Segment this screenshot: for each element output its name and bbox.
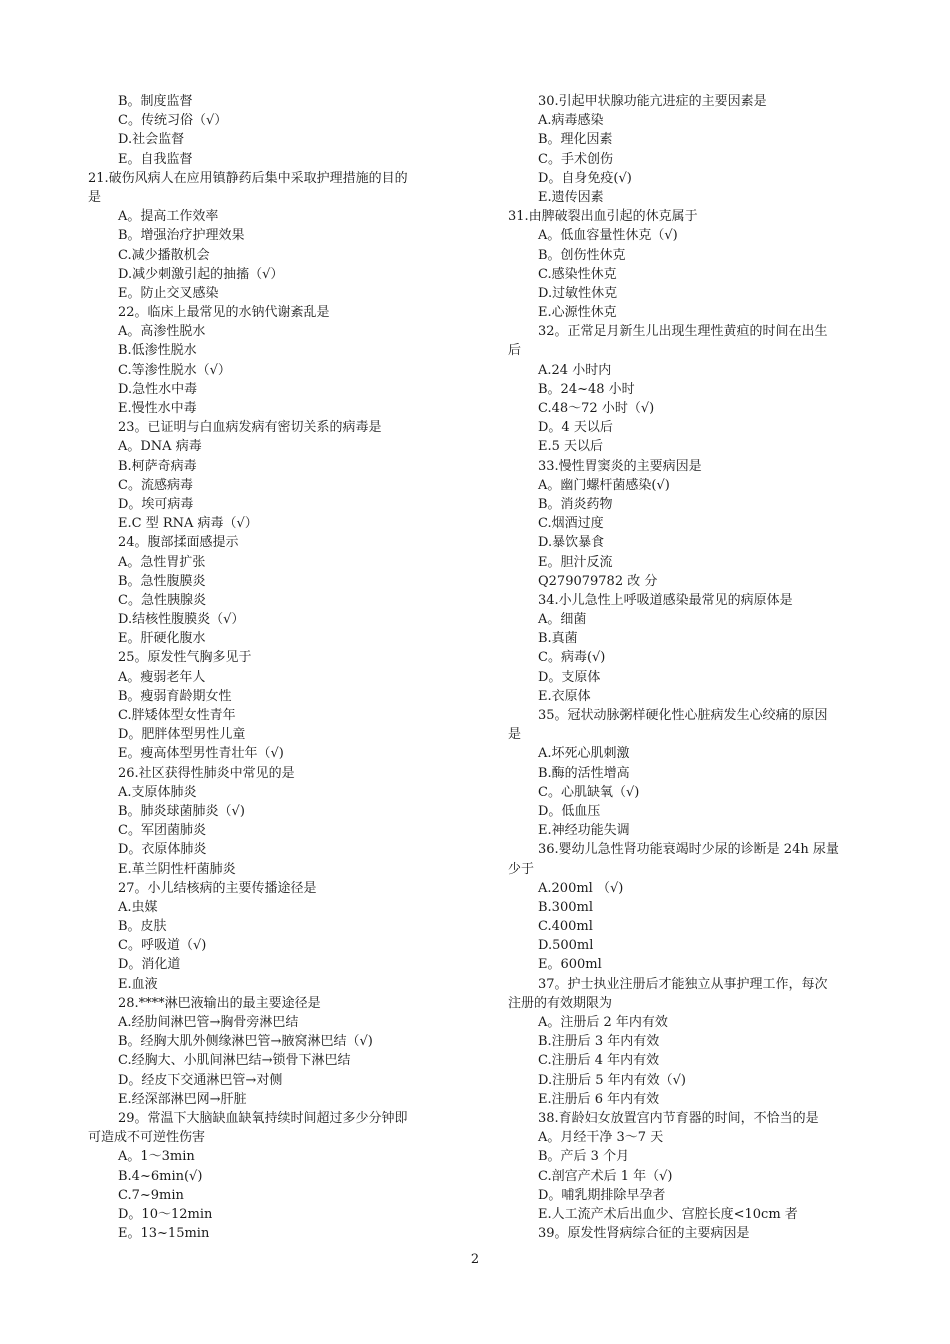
question-text: 27。小儿结核病的主要传播途径是 (118, 880, 317, 896)
answer-option: D.急性水中毒 (118, 381, 198, 397)
answer-option: E.衣原体 (538, 688, 591, 704)
question-text: 31.由脾破裂出血引起的休克属于 (508, 209, 698, 225)
answer-option: C.胖矮体型女性青年 (118, 708, 236, 723)
question-text: 21.破伤风病人在应用镇静药后集中采取护理措施的目的 (88, 170, 408, 186)
answer-option: C。手术创伤 (538, 151, 613, 167)
answer-option: B.低渗性脱水 (118, 343, 197, 359)
answer-option: A.病毒感染 (538, 113, 604, 129)
answer-option: E.5 天以后 (538, 439, 604, 455)
answer-option: E。瘦高体型男性青壮年（√) (118, 746, 284, 762)
answer-option: B。消炎药物 (538, 496, 613, 512)
answer-option: C.烟酒过度 (538, 516, 604, 532)
answer-option: B。皮肤 (118, 919, 167, 935)
question-text: 24。腹部揉面感提示 (118, 535, 239, 551)
answer-option: E.神经功能失调 (538, 823, 630, 839)
answer-option: A.24 小时内 (538, 362, 612, 378)
answer-option: B.真菌 (538, 631, 578, 647)
question-text: 38.育龄妇女放置宫内节育器的时间，不恰当的是 (538, 1110, 819, 1126)
question-text: 少于 (508, 861, 535, 877)
answer-option: A。细菌 (538, 612, 587, 628)
question-text: 25。原发性气胸多见于 (118, 650, 252, 666)
answer-option: D.过敏性休克 (538, 285, 618, 301)
answer-option: B。理化因素 (538, 132, 613, 148)
question-text: 26.社区获得性肺炎中常见的是 (118, 765, 295, 781)
question-text: 30.引起甲状腺功能亢进症的主要因素是 (538, 94, 767, 109)
answer-option: D。经皮下交通淋巴管→对侧 (118, 1072, 283, 1088)
answer-option: A。高渗性脱水 (118, 324, 206, 340)
answer-option: C。传统习俗（√） (118, 113, 228, 129)
answer-option: C。军团菌肺炎 (118, 823, 206, 839)
answer-option: E.人工流产术后出血少、宫腔长度<10cm 者 (538, 1206, 798, 1222)
left-column (88, 92, 443, 1243)
question-text: 33.慢性胃窦炎的主要病因是 (538, 458, 702, 474)
answer-option: D。10～12min (118, 1206, 213, 1222)
answer-option: A.200ml （√) (538, 880, 624, 896)
question-text: 35。冠状动脉粥样硬化性心脏病发生心绞痛的原因 (538, 708, 828, 723)
answer-option: B。经胸大肌外侧缘淋巴管→腋窝淋巴结（√) (118, 1034, 373, 1050)
answer-option: D。支原体 (538, 669, 601, 685)
question-text: 可造成不可逆性伤害 (88, 1130, 206, 1146)
answer-option: E.遗传因素 (538, 189, 604, 205)
question-text: 29。常温下大脑缺血缺氧持续时间超过多少分钟即 (118, 1110, 408, 1126)
answer-option: C.7~9min (118, 1187, 184, 1203)
answer-option: A。低血容量性休克（√) (538, 228, 678, 244)
question-text: 22。临床上最常见的水钠代谢紊乱是 (118, 305, 330, 321)
answer-option: B。增强治疗护理效果 (118, 228, 245, 244)
answer-option: C。呼吸道（√) (118, 938, 207, 954)
answer-option: A。瘦弱老年人 (118, 669, 206, 685)
answer-option: A。DNA 病毒 (118, 439, 202, 455)
answer-option: A.经肋间淋巴管→胸骨旁淋巴结 (118, 1015, 299, 1030)
answer-option: B。制度监督 (118, 94, 193, 109)
answer-option: C.400ml (538, 919, 593, 935)
question-text: 36.婴幼儿急性肾功能衰竭时少尿的诊断是 24h 尿量 (538, 842, 839, 858)
answer-option: E.C 型 RNA 病毒（√） (118, 516, 258, 532)
question-text: 注册的有效期限为 (508, 995, 613, 1011)
question-text: 是 (508, 727, 522, 743)
answer-option: D。自身免疫(√) (538, 170, 632, 186)
answer-option: D.减少刺激引起的抽搐（√） (118, 266, 284, 282)
question-text: 32。正常足月新生儿出现生理性黄疸的时间在出生 (538, 324, 828, 340)
answer-option: A。急性胃扩张 (118, 554, 206, 570)
answer-option: A.虫媒 (118, 899, 158, 915)
answer-option: A。1～3min (118, 1149, 195, 1165)
question-text: 37。护士执业注册后才能独立从事护理工作，每次 (538, 976, 828, 992)
answer-option: D。消化道 (118, 957, 181, 973)
answer-option: D。低血压 (538, 803, 601, 819)
answer-option: D。衣原体肺炎 (118, 842, 207, 858)
answer-option: E.革兰阴性杆菌肺炎 (118, 861, 236, 877)
answer-option: D.注册后 5 年内有效（√) (538, 1072, 686, 1088)
answer-option: E.血液 (118, 976, 158, 992)
answer-option: B.300ml (538, 899, 593, 915)
answer-option: D.社会监督 (118, 132, 185, 148)
answer-option: E。自我监督 (118, 151, 193, 167)
answer-option: A。提高工作效率 (118, 209, 219, 225)
answer-option: C.经胸大、小肌间淋巴结→锁骨下淋巴结 (118, 1053, 351, 1069)
answer-option: E。防止交叉感染 (118, 285, 219, 301)
answer-option: D.结核性腹膜炎（√） (118, 612, 245, 628)
answer-option: D.暴饮暴食 (538, 535, 605, 551)
answer-option: C。急性胰腺炎 (118, 592, 206, 608)
question-text: 23。已证明与白血病发病有密切关系的病毒是 (118, 420, 382, 436)
question-text: 34.小儿急性上呼吸道感染最常见的病原体是 (538, 592, 793, 608)
answer-option: B.4~6min(√) (118, 1168, 203, 1184)
answer-option: B.注册后 3 年内有效 (538, 1034, 660, 1050)
answer-option: C.感染性休克 (538, 266, 617, 282)
answer-option: A.坏死心肌刺激 (538, 746, 630, 762)
answer-option: E.注册后 6 年内有效 (538, 1091, 660, 1107)
answer-option: B.柯萨奇病毒 (118, 458, 197, 474)
answer-option: E。13~15min (118, 1226, 210, 1242)
answer-option: B。肺炎球菌肺炎（√) (118, 803, 245, 819)
answer-option: E。胆汁反流 (538, 554, 613, 570)
answer-option: E。600ml (538, 957, 602, 973)
answer-option: A.支原体肺炎 (118, 784, 197, 800)
answer-option: E。肝硬化腹水 (118, 631, 206, 647)
answer-option: C。流感病毒 (118, 477, 193, 493)
answer-option: E.经深部淋巴网→肝脏 (118, 1091, 247, 1107)
page-number: 2 (470, 1252, 480, 1267)
answer-option: E.心源性休克 (538, 305, 617, 321)
answer-option: C.注册后 4 年内有效 (538, 1053, 660, 1069)
answer-option: A。幽门螺杆菌感染(√) (538, 477, 670, 493)
answer-option: C.减少播散机会 (118, 247, 210, 263)
answer-option: B。创伤性休克 (538, 247, 626, 263)
answer-option: B。急性腹膜炎 (118, 573, 206, 589)
answer-option: C。病毒(√) (538, 650, 606, 666)
question-text: 39。原发性肾病综合征的主要病因是 (538, 1226, 750, 1242)
answer-option: B。24~48 小时 (538, 381, 635, 397)
answer-option: A。注册后 2 年内有效 (538, 1015, 668, 1030)
answer-option: B。产后 3 个月 (538, 1149, 630, 1165)
answer-option: B.酶的活性增高 (538, 765, 630, 781)
question-text: 是 (88, 189, 102, 205)
answer-option: D。肥胖体型男性儿童 (118, 727, 246, 743)
answer-option: D。4 天以后 (538, 420, 613, 436)
answer-option: C。心肌缺氧（√) (538, 784, 640, 800)
answer-option: D。埃可病毒 (118, 496, 194, 512)
answer-option: D。哺乳期排除早孕者 (538, 1187, 666, 1203)
question-text: 28.****淋巴液输出的最主要途径是 (118, 995, 321, 1011)
answer-option: C.48～72 小时（√) (538, 401, 655, 416)
answer-option: C.剖宫产术后 1 年（√) (538, 1168, 673, 1184)
answer-option: A。月经干净 3～7 天 (538, 1130, 664, 1146)
answer-option: C.等渗性脱水（√） (118, 362, 231, 378)
answer-option: Q279079782 改 分 (538, 573, 658, 589)
answer-option: B。瘦弱育龄期女性 (118, 688, 232, 704)
right-column (508, 92, 863, 1243)
question-text: 后 (508, 343, 522, 359)
answer-option: E.慢性水中毒 (118, 401, 197, 416)
answer-option: D.500ml (538, 938, 594, 954)
